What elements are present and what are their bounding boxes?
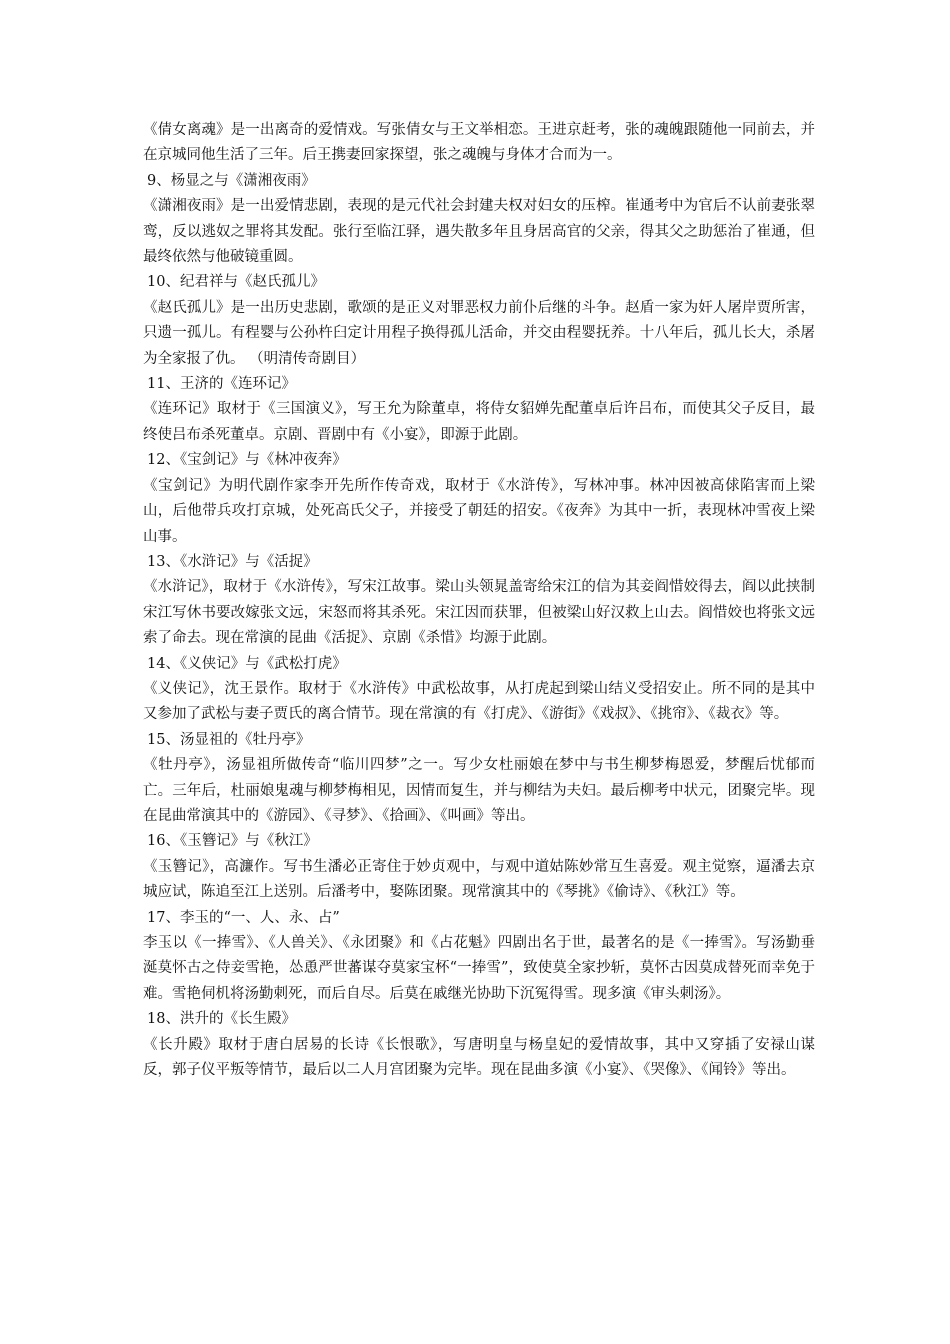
heading-item-9: 9、杨显之与《潇湘夜雨》 (147, 172, 316, 189)
heading-item-14: 14、《义侠记》与《武松打虎》 (147, 655, 347, 672)
heading-item-17: 17、李玉的“一、人、永、占” (147, 909, 340, 926)
paragraph-zhaoshi-guer: 《赵氏孤儿》是一出历史悲剧，歌颂的是正义对罪恶权力前仆后继的斗争。赵盾一家为奸人屠岸贾所害，只遗一孤儿。有程婴与公孙杵臼定计用程子换得孤儿活命，并交由程婴抚养。十八年后，孤儿长大，杀屠为全家报了仇。 （明清传奇剧目） (143, 299, 815, 367)
heading-item-12: 12、《宝剑记》与《林冲夜奔》 (147, 452, 347, 469)
paragraph-mudan-ting: 《牡丹亭》，汤显祖所做传奇“临川四梦”之一。写少女杜丽娘在梦中与书生柳梦梅恩爱，梦醒后忧郁而亡。三年后，杜丽娘鬼魂与柳梦梅相见，因情而复生，并与柳结为夫妇。最后柳考中状元，团聚完毕。现在昆曲常演其中的《游园》、《寻梦》、《拾画》、《叫画》等出。 (143, 757, 815, 824)
heading-item-13: 13、《水浒记》与《活捉》 (147, 553, 318, 570)
paragraph-shuihu-ji: 《水浒记》，取材于《水浒传》，写宋江故事。梁山头领晁盖寄给宋江的信为其妾阎惜姣得去，阎以此挟制宋江写休书要改嫁张文远，宋怒而将其杀死。宋江因而获罪，但被梁山好汉救上山去。阎惜姣也将张文远索了命去。现在常演的昆曲《活捉》、京剧《杀惜》均源于此剧。 (143, 579, 815, 647)
document-page (143, 118, 815, 1083)
paragraph-changsheng-dian: 《长升殿》取材于唐白居易的长诗《长恨歌》，写唐明皇与杨皇妃的爱情故事，其中又穿插了安禄山谋反，郭子仪平叛等情节，最后以二人月宫团聚为完毕。现在昆曲多演《小宴》、《哭像》、《闻铃》等出。 (143, 1036, 815, 1079)
heading-item-11: 11、王济的《连环记》 (147, 376, 296, 393)
paragraph-baojian-ji: 《宝剑记》为明代剧作家李开先所作传奇戏，取材于《水浒传》，写林冲事。林冲因被高俅陷害而上梁山，后他带兵攻打京城，处死高氏父子，并接受了朝廷的招安。《夜奔》为其中一折，表现林冲雪夜上梁山事。 (143, 477, 815, 545)
heading-item-10: 10、纪君祥与《赵氏孤儿》 (147, 274, 325, 291)
heading-item-15: 15、汤显祖的《牡丹亭》 (147, 731, 311, 748)
paragraph-lianhuan-ji: 《连环记》取材于《三国演义》，写王允为除董卓，将侍女貂婵先配董卓后许吕布，而使其父子反目，最终使吕布杀死董卓。京剧、晋剧中有《小宴》，即源于此剧。 (143, 401, 815, 443)
paragraph-yixia-ji: 《义侠记》，沈王景作。取材于《水浒传》中武松故事，从打虎起到梁山结义受招安止。所不同的是其中又参加了武松与妻子贾氏的离合情节。现在常演的有《打虎》、《游街》《戏叔》、《挑帘》、《裁衣》等。 (143, 680, 815, 723)
heading-item-18: 18、洪升的《长生殿》 (147, 1011, 296, 1028)
paragraph-xiaoxiang-yeyu: 《潇湘夜雨》是一出爱情悲剧，表现的是元代社会封建夫权对妇女的压榨。崔通考中为官后不认前妻张翠鸾，反以逃奴之罪将其发配。张行至临江驿，遇失散多年且身居高官的父亲，得其父之助惩治了崔通，但最终依然与他破镜重圆。 (143, 198, 815, 266)
paragraph-li-yu: 李玉以《一捧雪》、《人兽关》、《永团聚》和《占花魁》四剧出名于世，最著名的是《一捧雪》。写汤勤垂涎莫怀古之侍妾雪艳，怂恿严世蕃谋夺莫家宝杯“一捧雪”，致使莫全家抄斩，莫怀古因莫成替死而幸免于难。雪艳伺机将汤勤刺死，而后自尽。后莫在戚继光协助下沉冤得雪。现多演《审头刺汤》。 (143, 935, 815, 1002)
paragraph-qiannv-lihun: 《倩女离魂》是一出离奇的爱情戏。写张倩女与王文举相恋。王进京赶考，张的魂魄跟随他一同前去，并在京城同他生活了三年。后王携妻回家探望，张之魂魄与身体才合而为一。 (143, 122, 815, 164)
paragraph-yuzan-ji: 《玉簪记》，高濂作。写书生潘必正寄住于妙贞观中，与观中道姑陈妙常互生喜爱。观主觉察，逼潘去京城应试，陈追至江上送别。后潘考中，娶陈团聚。现常演其中的《琴挑》《偷诗》、《秋江》等。 (143, 858, 815, 901)
heading-item-16: 16、《玉簪记》与《秋江》 (147, 833, 318, 850)
